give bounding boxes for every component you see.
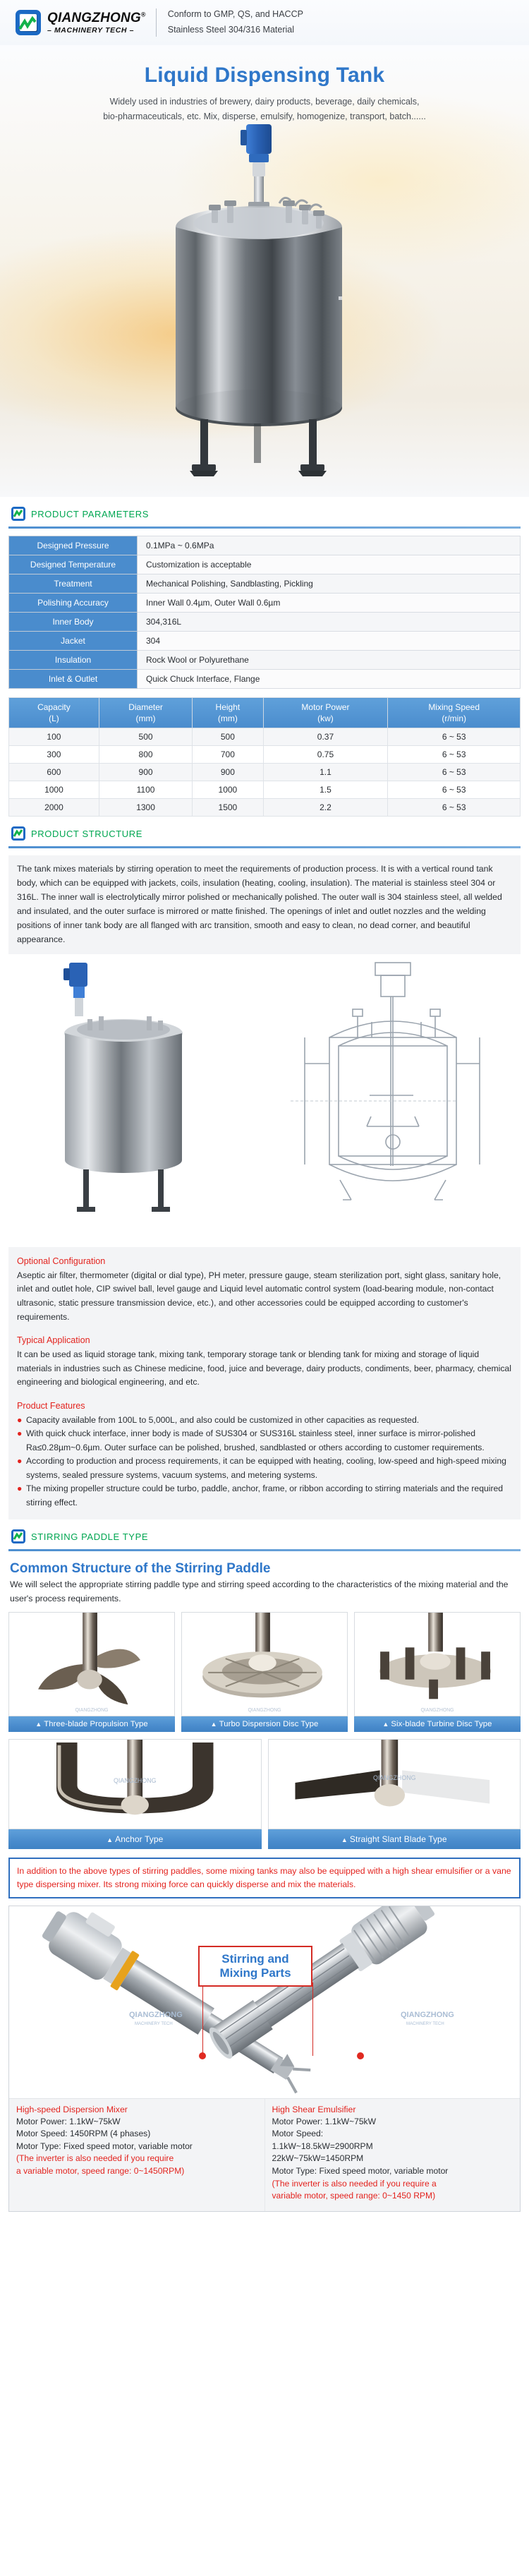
three-blade-propulsion-image [9,1613,174,1716]
feature-bullet [17,1427,512,1455]
paddle-card[interactable] [354,1612,521,1732]
hero-banner [0,45,529,497]
parameter-value: Customization is acceptable [138,555,521,574]
table-cell: 700 [193,746,263,764]
hero-subtitle-line-2: bio-pharmaceuticals, etc. Mix, disperse, emulsify, homogenize, transport, batch...... [103,111,426,121]
table-row [9,781,521,799]
table-row [9,555,521,574]
paddle-card[interactable] [268,1739,521,1849]
section-title: PRODUCT STRUCTURE [31,828,143,839]
parameter-value: Rock Wool or Polyurethane [138,651,521,670]
table-cell: 1300 [99,799,192,817]
column-header: Capacity (L) [9,698,99,728]
table-cell: 600 [9,764,99,781]
column-header: Motor Power (kw) [263,698,388,728]
parameter-key: Inner Body [9,613,138,632]
paddle-card[interactable] [8,1612,175,1732]
table-cell: 0.75 [263,746,388,764]
section-rule [8,1549,521,1551]
brand-name: QIANGZHONG® [47,10,146,25]
table-row [9,536,521,555]
parameter-key: Designed Temperature [9,555,138,574]
optional-config-body: Aseptic air filter, thermometer (digital or dial type), PH meter, pressure gauge, steam sterilization port, sight glass, sanitary hole, inlet and outlet hole, CIP swivel ball, level gauge and Liquid level automatic control system (load-bearing module, non-contact ultrasonic, static pressure transmission device, etc.), and other accessories could be equipped according to customer's requirements. [17,1270,501,1322]
mixer-images [9,1906,520,2098]
parameter-key: Jacket [9,632,138,651]
anchor-type-image [9,1740,261,1829]
product-features-heading: Product Features [17,1400,85,1411]
spec-title: High Shear Emulsifier [272,2104,356,2114]
column-header: Diameter (mm) [99,698,192,728]
callout-leader-right [312,1982,313,2056]
svg-text:MACHINERY TECH: MACHINERY TECH [135,2021,173,2026]
table-cell: 900 [99,764,192,781]
feature-text: With quick chuck interface, inner body is made of SUS304 or SUS316L stainless steel, inner surface is mirror-polished Ra≤0.28µm~0.6µm. Outer surface can be polished, brushed, sandblasted or others according to customer requirements. [26,1428,485,1452]
table-cell: 1000 [193,781,263,799]
triangle-marker-icon: ▲ [107,1836,114,1843]
callout-line-2: Mixing Parts [219,1966,291,1980]
header-taglines [168,7,303,38]
triangle-marker-icon: ▲ [382,1720,389,1728]
registered-mark: ® [140,11,146,18]
table-cell: 6 ~ 53 [388,728,521,746]
parameter-value: 304 [138,632,521,651]
table-row [9,594,521,613]
spec-line: Motor Power: 1.1kW~75kW [272,2116,377,2126]
table-cell: 1.1 [263,764,388,781]
table-row [9,746,521,764]
table-row [9,670,521,689]
section-product-structure [0,817,529,1519]
bullet-dot-icon: ● [17,1428,23,1439]
spec-high-speed-dispersion-mixer [9,2099,264,2211]
paddle-caption [8,1716,175,1732]
paddle-heading: Common Structure of the Stirring Paddle [10,1561,271,1577]
parameter-key: Treatment [9,574,138,594]
table-cell: 6 ~ 53 [388,746,521,764]
spec-line: 1.1kW~18.5kW=2900RPM [272,2141,373,2151]
svg-text:QIANGZHONG: QIANGZHONG [75,1707,109,1713]
table-cell: 1100 [99,781,192,799]
table-cell: 1000 [9,781,99,799]
table-cell: 300 [9,746,99,764]
feature-bullet [17,1414,512,1428]
site-header [0,0,529,45]
paddle-caption-text: Straight Slant Blade Type [349,1834,447,1844]
spec-line: (The inverter is also needed if you require a [272,2178,437,2189]
structure-illustrations [8,954,521,1247]
callout-line-1: Stirring and [221,1951,289,1966]
paddle-caption [181,1716,348,1732]
table-cell: 6 ~ 53 [388,764,521,781]
feature-text: According to production and process requirements, it can be equipped with heating, cooling, low-speed and high-speed mixing systems, sealed pressure systems, vacuum systems, and metering systems. [26,1456,506,1480]
table-cell: 2.2 [263,799,388,817]
table-cell: 500 [99,728,192,746]
six-blade-turbine-disc-image [355,1613,520,1716]
table-row [9,728,521,746]
paddle-caption-text: Six-blade Turbine Disc Type [391,1719,492,1728]
parameter-value: Mechanical Polishing, Sandblasting, Pickling [138,574,521,594]
table-row [9,574,521,594]
hero-tank-image [0,120,529,487]
paddle-thumbnail [268,1739,521,1829]
paddle-thumbnail [8,1739,262,1829]
section-stirring-paddle-type [0,1519,529,1848]
paddle-caption-text: Anchor Type [115,1834,164,1844]
turbo-dispersion-disc-image [182,1613,347,1716]
parameter-value: 0.1MPa ~ 0.6MPa [138,536,521,555]
section-header [8,497,521,526]
typical-application-heading: Typical Application [17,1335,90,1346]
callout-point-right-icon [358,2053,363,2058]
svg-text:QIANGZHONG: QIANGZHONG [248,1707,281,1713]
tagline-material: Stainless Steel 304/316 Material [167,25,295,35]
section-zigzag-icon [11,507,25,521]
svg-text:QIANGZHONG: QIANGZHONG [401,2010,454,2019]
section-header [8,1519,521,1549]
callout-leader-left [202,1982,203,2056]
brand-lockup [47,11,146,35]
optional-config-heading: Optional Configuration [17,1256,106,1266]
feature-bullet [17,1482,512,1510]
bullet-dot-icon: ● [17,1456,23,1467]
paddle-thumbnail [354,1612,521,1716]
paddle-card[interactable] [8,1739,262,1849]
parameter-value: 304,316L [138,613,521,632]
paddle-caption [354,1716,521,1732]
section-product-parameters [0,497,529,817]
table-row [9,651,521,670]
typical-application-body: It can be used as liquid storage tank, mixing tank, temporary storage tank or blending tank for mixing and storage of liquid materials in industries such as Chinese medicine, food, juice and beverage, dairy products, condiments, beer, pharmacy, chemical engineering and biological engineering, and etc. [17,1349,511,1388]
section-rule [8,526,521,529]
svg-text:QIANGZHONG: QIANGZHONG [420,1707,454,1713]
spec-high-shear-emulsifier [264,2099,521,2211]
hero-subtitle [67,95,462,124]
feature-text: The mixing propeller structure could be turbo, paddle, anchor, frame, or ribbon according to stirring materials and the required stirring effect. [26,1483,504,1507]
product-features-list [17,1414,512,1510]
company-logo-icon [16,10,41,35]
section-logo-icon [11,826,25,841]
additional-note-box: In addition to the above types of stirring paddles, some mixing tanks may also be equipped with a high shear emulsifier or a vane type dispersing mixer. Its strong mixing force can quickly disperse and mix the materials. [8,1858,521,1898]
paddle-card-row-1 [8,1612,521,1732]
table-cell: 800 [99,746,192,764]
column-header: Height (mm) [193,698,263,728]
table-row [9,613,521,632]
logo-zigzag-icon [18,16,39,34]
spec-line: a variable motor, speed range: 0~1450RPM) [16,2166,185,2177]
spec-line: Motor Type: Fixed speed motor, variable motor [272,2166,449,2177]
section-title: STIRRING PADDLE TYPE [31,1531,149,1542]
paddle-caption [268,1829,521,1849]
section-zigzag-icon [11,1529,25,1543]
parameter-key: Polishing Accuracy [9,594,138,613]
mixer-spec-columns [9,2098,520,2211]
svg-text:MACHINERY TECH: MACHINERY TECH [406,2021,444,2026]
paddle-intro: We will select the appropriate stirring paddle type and stirring speed according to the characteristics of the mixing material and the user's process requirements. [10,1579,509,1604]
paddle-caption-text: Three-blade Propulsion Type [44,1719,148,1728]
paddle-caption-text: Turbo Dispersion Disc Type [219,1719,319,1728]
spec-line: Motor Power: 1.1kW~75kW [16,2116,121,2126]
triangle-marker-icon: ▲ [35,1720,42,1728]
paddle-card-row-2 [8,1739,521,1849]
hero-subtitle-line-1: Widely used in industries of brewery, dairy products, beverage, daily chemicals, [109,97,420,107]
paddle-thumbnail [181,1612,348,1716]
section-logo-icon [11,1529,25,1543]
bullet-dot-icon: ● [17,1414,23,1425]
spec-line: Motor Speed: 1450RPM (4 phases) [16,2129,151,2139]
table-cell: 0.37 [263,728,388,746]
structure-photo-and-diagram [8,954,521,1247]
paddle-card[interactable] [181,1612,348,1732]
structure-paragraph: The tank mixes materials by stirring operation to meet the requirements of production process. It is with a vertical round tank body, which can be equipped with jackets, coils, insulation (heating, cooling, insulation). The material is stainless steel 304 or 316L. The inner wall is electrolytically mirror polished or mechanically polished. The outer wall is 304 stainless steel, all welded and insulated, and the outer surface is mirrored or matte finished. The openings of inlet and outlet nozzles and the welding positions of inner tank body are all flanged with arc transition, smooth and easy to clean, no dead corner, and beautiful appearance. [8,855,521,953]
section-logo-icon [11,507,25,521]
parameter-value: Inner Wall 0.4µm, Outer Wall 0.6µm [138,594,521,613]
paddle-caption [8,1829,262,1849]
svg-text:QIANGZHONG: QIANGZHONG [129,2010,183,2019]
parameter-value: Quick Chuck Interface, Flange [138,670,521,689]
paddle-thumbnail [8,1612,175,1716]
triangle-marker-icon: ▲ [210,1720,217,1728]
spec-line: variable motor, speed range: 0~1450 RPM) [272,2191,436,2201]
parameter-key: Designed Pressure [9,536,138,555]
tagline-certifications: Conform to GMP, QS, and HACCP [167,9,303,20]
header-divider [156,8,157,37]
table-cell: 6 ~ 53 [388,799,521,817]
table-cell: 2000 [9,799,99,817]
capacity-spec-table [8,697,521,817]
feature-text: Capacity available from 100L to 5,000L, and also could be customized in other capacities as requested. [26,1414,420,1425]
column-header: Mixing Speed (r/min) [388,698,521,728]
spec-title: High-speed Dispersion Mixer [16,2104,128,2114]
mixer-photos [9,1906,520,2098]
table-cell: 500 [193,728,263,746]
section-title: PRODUCT PARAMETERS [31,508,150,519]
feature-bullet [17,1455,512,1482]
table-row [9,764,521,781]
parameters-table [8,536,521,689]
section-rule [8,846,521,848]
additional-info-block [8,1247,521,1520]
bullet-dot-icon: ● [17,1483,23,1494]
spec-line: 22kW~75kW=1450RPM [272,2153,364,2164]
table-cell: 1.5 [263,781,388,799]
section-header [8,817,521,846]
table-cell: 900 [193,764,263,781]
straight-slant-blade-image [269,1740,521,1829]
section-zigzag-icon [11,826,25,841]
triangle-marker-icon: ▲ [341,1836,348,1843]
table-cell: 6 ~ 53 [388,781,521,799]
brand-subtitle: – MACHINERY TECH – [47,25,135,35]
svg-text:QIANGZHONG: QIANGZHONG [114,1776,157,1784]
table-cell: 1500 [193,799,263,817]
parameter-key: Inlet & Outlet [9,670,138,689]
stirring-mixing-parts-panel [8,1906,521,2212]
callout-point-left-icon [200,2053,205,2058]
parameter-key: Insulation [9,651,138,670]
table-cell: 100 [9,728,99,746]
table-row [9,799,521,817]
table-row [9,632,521,651]
stirring-mixing-parts-callout [198,1946,312,1987]
spec-line: Motor Speed: [272,2129,324,2139]
spec-line: Motor Type: Fixed speed motor, variable motor [16,2141,193,2151]
spec-line: (The inverter is also needed if you require [16,2153,174,2164]
page-title: Liquid Dispensing Tank [144,64,385,87]
svg-text:QIANGZHONG: QIANGZHONG [372,1774,415,1781]
